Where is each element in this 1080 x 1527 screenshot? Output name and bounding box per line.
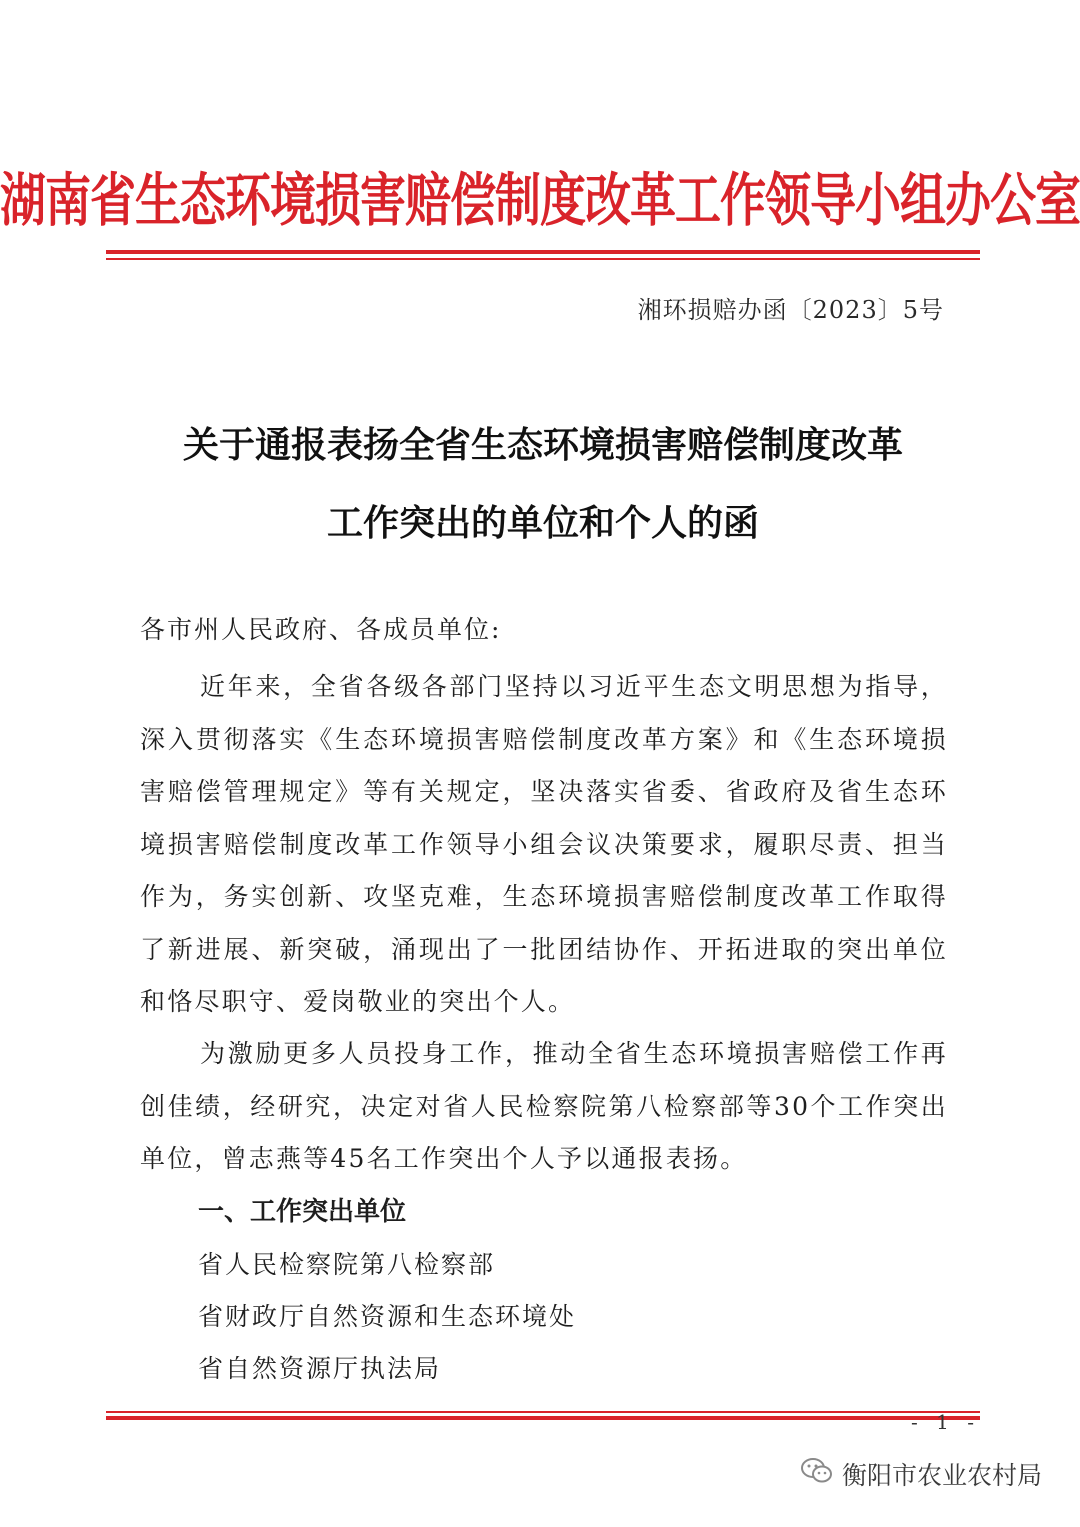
document-title-line-2: 工作突出的单位和个人的函 [326,502,759,544]
document-title-line-1: 关于通报表扬全省生态环境损害赔偿制度改革 [182,424,903,466]
wechat-icon [800,1457,834,1491]
footer-rule-thick [106,1416,980,1420]
org-header-title: 湖南省生态环境损害赔偿制度改革工作领导小组办公室 [0,166,1080,234]
header-rule-thick [106,250,980,254]
watermark-text: 衡阳市农业农村局 [841,1461,1042,1490]
body-paragraph-2: 为激励更多人员投身工作，推动全省生态环境损害赔偿工作再创佳绩，经研究，决定对省人民检察院第八检察部等30个工作突出单位，曾志燕等45名工作突出个人予以通报表扬。 [140,1039,948,1173]
unit-list-item: 省自然资源厅执法局 [198,1354,442,1383]
unit-list-item: 省人民检察院第八检察部 [198,1250,496,1279]
body-paragraph-1: 近年来，全省各级各部门坚持以习近平生态文明思想为指导，深入贯彻落实《生态环境损害赔偿制度改革方案》和《生态环境损害赔偿管理规定》等有关规定，坚决落实省委、省政府及省生态环境损害赔偿制度改革工作领导小组会议决策要求，履职尽责、担当作为，务实创新、攻坚克难，生态环境损害赔偿制度改革工作取得了新进展、新突破，涌现出了一批团结协作、开拓进取的突出单位和恪尽职守、爱岗敬业的突出个人。 [140,672,948,1016]
account-watermark [800,1456,1042,1492]
header-rule-thin [106,258,980,260]
page-number: - 1 - [911,1410,980,1434]
salutation: 各市州人民政府、各成员单位: [140,615,502,644]
document-number: 湘环损赔办函〔2023〕5号 [637,296,944,324]
section-heading: 一、工作突出单位 [198,1197,407,1227]
unit-list-item: 省财政厅自然资源和生态环境处 [198,1302,577,1331]
footer-rule-thin [106,1411,980,1413]
